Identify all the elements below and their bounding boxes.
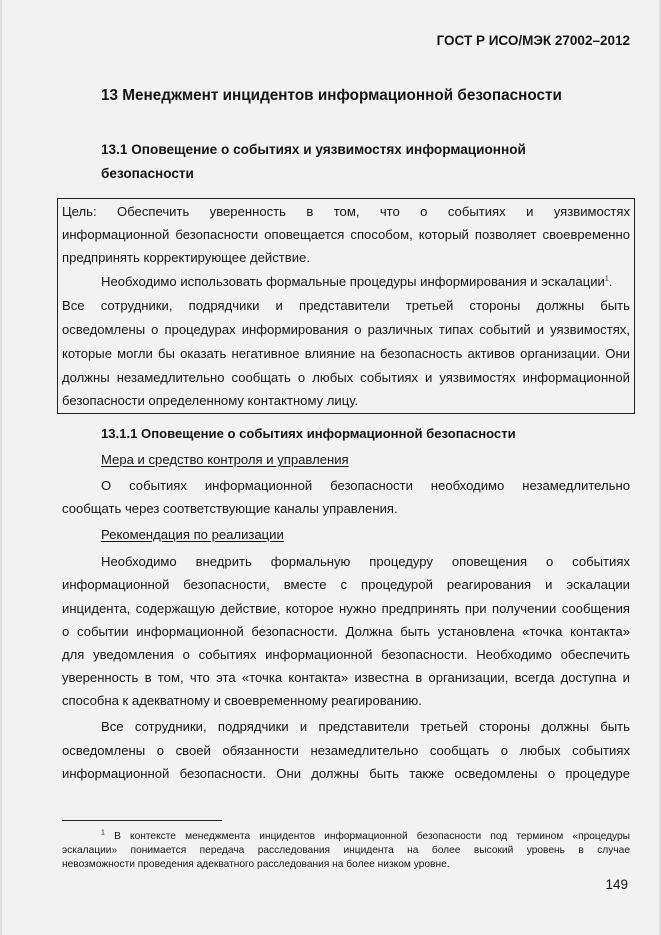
guidance-text-line: уверенность в том, что эта «точка контакта» известна в организации, всегда доступна и (62, 670, 630, 685)
subsection-title-line: безопасности (101, 166, 194, 181)
objective-text-line: безопасности определенному контактному лицу. (62, 393, 359, 408)
guidance-text-line: о событии информационной безопасности. Должна быть установлена «точка контакта» (62, 624, 630, 639)
objective-text-line: которые могли бы оказать негативное влияние на безопасность активов организации. Они (62, 346, 630, 361)
objective-text-line: Цель: Обеспечить уверенность в том, что о событиях и уязвимостях (62, 204, 630, 219)
section-title: 13 Менеджмент инцидентов информационной безопасности (101, 87, 562, 104)
control-text-line: сообщать через соответствующие каналы управления. (62, 501, 398, 516)
control-text-line: О событиях информационной безопасности необходимо незамедлительно (101, 478, 630, 493)
footnote-number: 1 (101, 829, 105, 837)
footnote-line: $^1$ В контексте менеджмента инцидентов информационной безопасности под термином «процедуры (101, 829, 630, 842)
control-label: Мера и средство контроля и управления (101, 452, 349, 467)
objective-text-line: предпринять корректирующее действие. (62, 250, 310, 265)
objective-text-line: Все сотрудники, подрядчики и представители третьей стороны должны быть (62, 298, 630, 313)
footnote-ref[interactable]: 1 (604, 275, 609, 283)
footnote-line: невозможности проведения адекватного расследования на более низком уровне. (62, 859, 450, 870)
guidance-text-line: информационной безопасности. Они должны быть также осведомлены о процедуре (62, 766, 630, 781)
guidance-text-line: Все сотрудники, подрядчики и представители третьей стороны должны быть (101, 719, 630, 734)
guidance-text-line: инцидента, содержащую действие, которое нужно предпринять при получении сообщения (62, 601, 630, 616)
footnote-separator (62, 820, 222, 821)
subsection-title (101, 138, 581, 186)
guidance-text-line: для уведомления о событиях информационной безопасности. Необходимо обеспечить (62, 647, 630, 662)
guidance-text-line: Необходимо внедрить формальную процедуру оповещения о событиях (101, 554, 630, 569)
guidance-label: Рекомендация по реализации (101, 527, 284, 542)
guidance-text-line: осведомлены о своей обязанности незамедлительно сообщать о любых событиях (62, 743, 630, 758)
objective-text-line: информационной безопасности оповещается способом, который позволяет своевременно (62, 227, 630, 242)
guidance-text-line: информационной безопасности, вместе с процедурой реагирования и эскалации (62, 577, 630, 592)
page-number: 149 (605, 877, 628, 892)
objective-text-line: должны незамедлительно сообщать о любых событиях и уязвимостях информационной (62, 370, 630, 385)
objective-text-line: осведомлены о процедурах информирования о различных типах событий и уязвимостях, (62, 322, 630, 337)
clause-title: 13.1.1 Оповещение о событиях информационной безопасности (101, 426, 516, 441)
guidance-text-line: способна к адекватному и своевременному реагированию. (62, 693, 422, 708)
document-header: ГОСТ Р ИСО/МЭК 27002–2012 (436, 33, 630, 48)
subsection-title-line: 13.1 Оповещение о событиях и уязвимостях информационной (101, 142, 526, 157)
objective-text-line: Необходимо использовать формальные процедуры информирования и эскалации$^1$. (101, 274, 613, 289)
footnote-line: эскалации» понимается передача расследования инцидента на более высокий уровень в случае (62, 845, 630, 856)
